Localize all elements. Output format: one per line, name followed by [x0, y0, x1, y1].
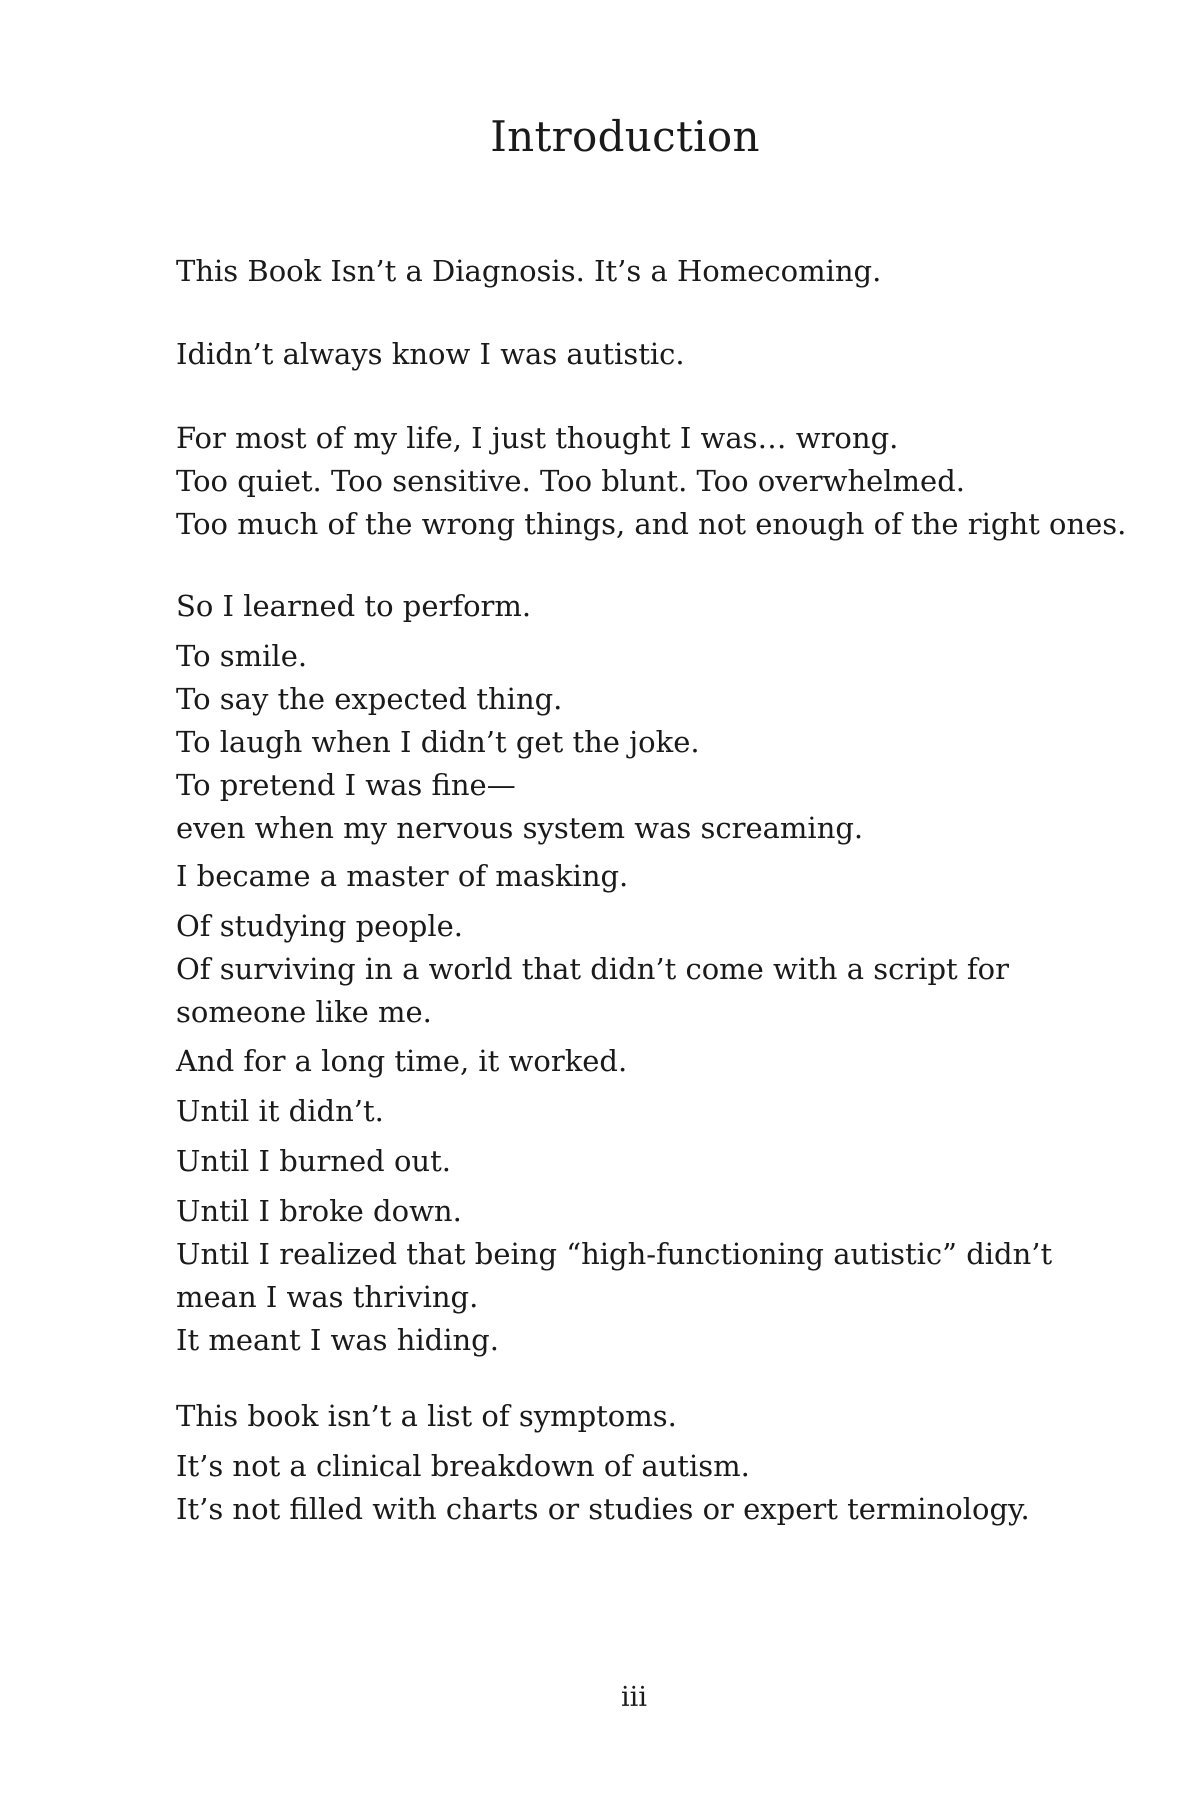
- text-line: Until I burned out.: [176, 1144, 451, 1178]
- text-line: Until I realized that being “high-functioning autistic” didn’t mean I was thriving.: [176, 1237, 1053, 1314]
- text-line: even when my nervous system was screaming.: [176, 811, 864, 845]
- intro-body: [176, 1140, 1096, 1183]
- page-title: Introduction: [490, 112, 760, 161]
- text-line: It’s not a clinical breakdown of autism.: [176, 1449, 750, 1483]
- intro-body: [176, 1445, 1096, 1531]
- intro-body: [176, 585, 1096, 628]
- text-line: So I learned to perform.: [176, 589, 532, 623]
- text-line: To say the expected thing.: [176, 682, 563, 716]
- intro-body: [176, 1190, 1096, 1362]
- text-line: Ididn’t always know I was autistic.: [176, 337, 685, 371]
- intro-body: [176, 1040, 1096, 1083]
- page-number: iii: [621, 1682, 647, 1713]
- text-line: It meant I was hiding.: [176, 1323, 499, 1357]
- text-line: Too quiet. Too sensitive. Too blunt. Too overwhelmed.: [176, 464, 966, 498]
- text-line: I became a master of masking.: [176, 859, 629, 893]
- text-line: Until it didn’t.: [176, 1094, 384, 1128]
- text-line: Too much of the wrong things, and not enough of the right ones.: [176, 507, 1127, 541]
- text-line: And for a long time, it worked.: [176, 1044, 628, 1078]
- intro-body: [176, 333, 1096, 376]
- intro-body: [176, 635, 1096, 850]
- text-line: To smile.: [176, 639, 308, 673]
- text-line: This book isn’t a list of symptoms.: [176, 1399, 677, 1433]
- text-line: For most of my life, I just thought I was… wrong.: [176, 421, 899, 455]
- text-line: To laugh when I didn’t get the joke.: [176, 725, 700, 759]
- text-line: Of studying people.: [176, 909, 464, 943]
- intro-body: [176, 250, 1096, 293]
- intro-body: [176, 417, 1127, 546]
- text-line: To pretend I was fine—: [176, 768, 516, 802]
- text-line: It’s not filled with charts or studies or expert terminology.: [176, 1492, 1030, 1526]
- intro-body: [176, 855, 1096, 898]
- text-line: This Book Isn’t a Diagnosis. It’s a Homecoming.: [176, 254, 882, 288]
- intro-body: [176, 905, 1096, 1034]
- text-line: Until I broke down.: [176, 1194, 462, 1228]
- text-line: Of surviving in a world that didn’t come with a script for someone like me.: [176, 952, 1009, 1029]
- intro-body: [176, 1395, 1096, 1438]
- intro-body: [176, 1090, 1096, 1133]
